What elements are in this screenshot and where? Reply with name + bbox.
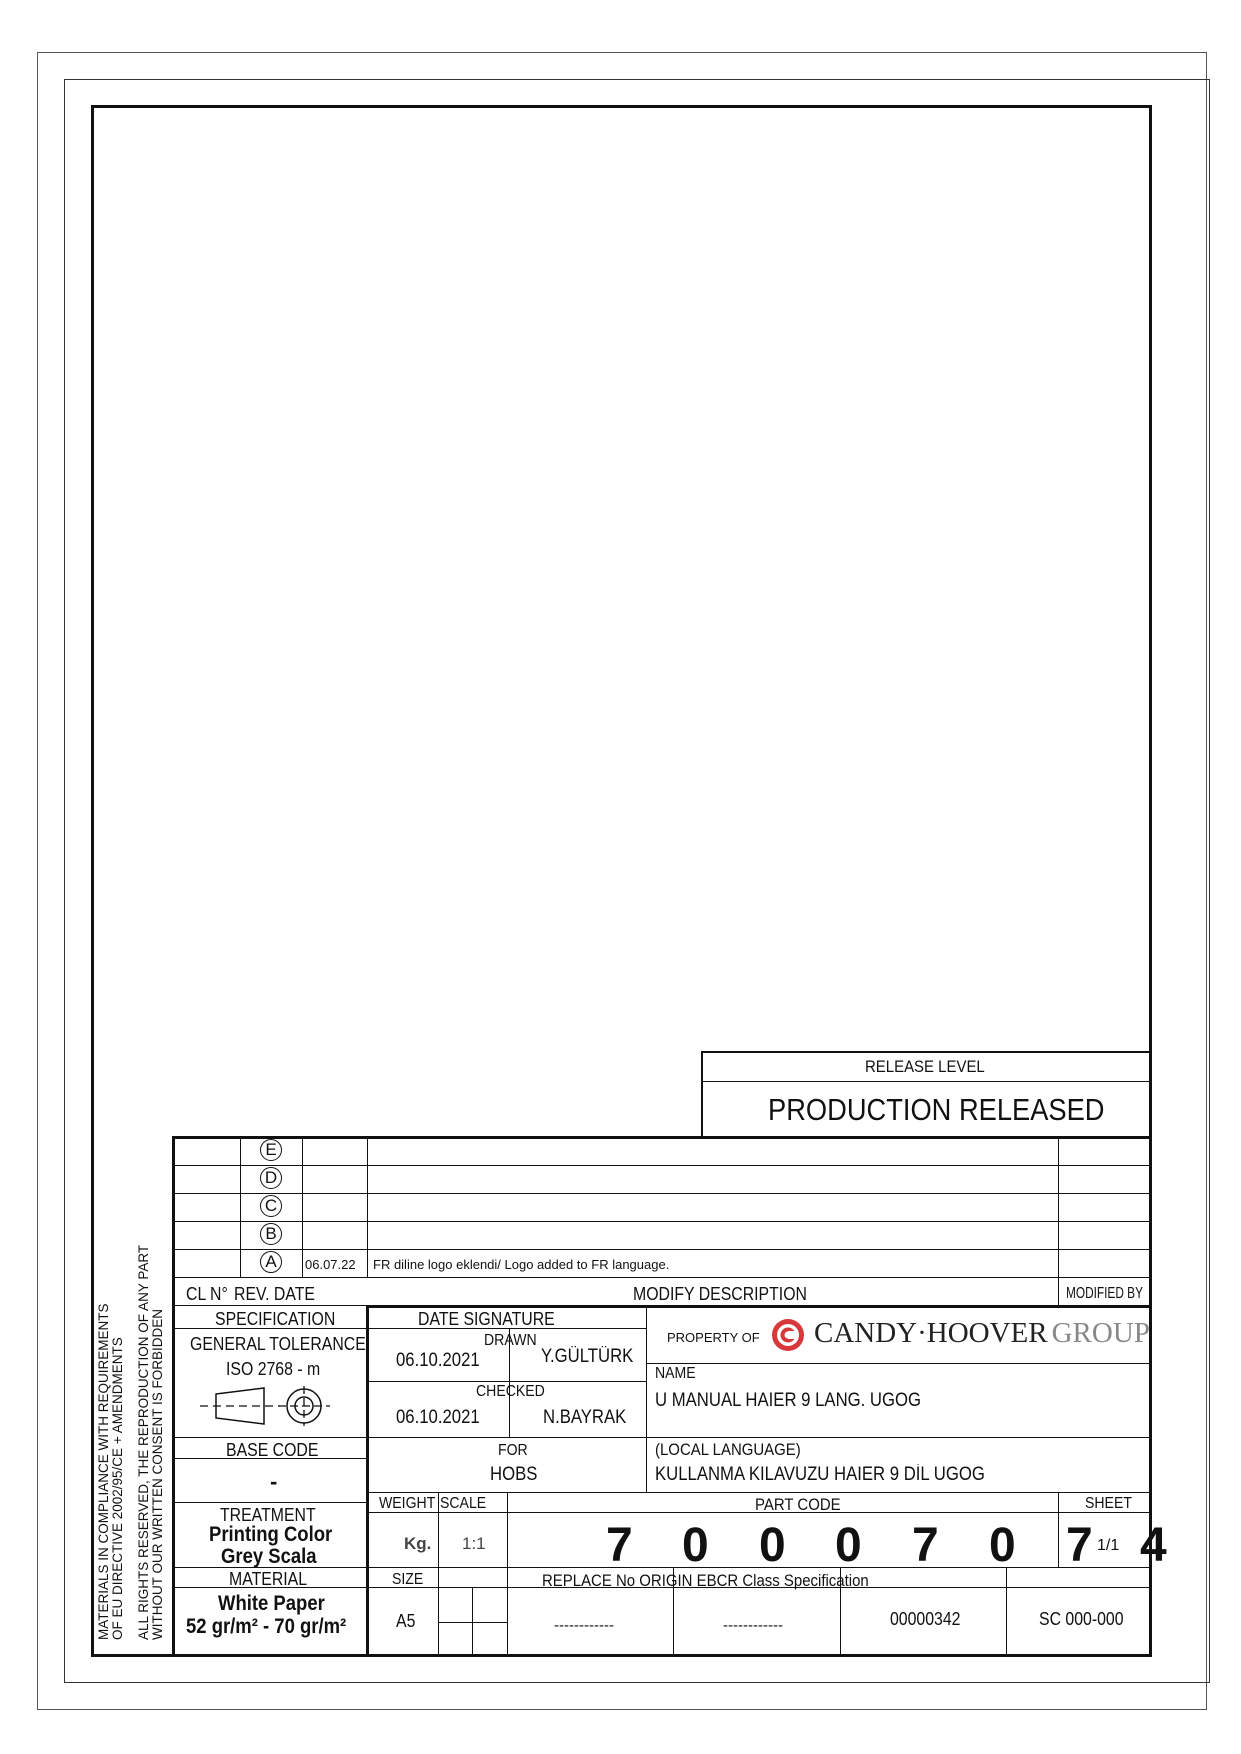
local-language-label: (LOCAL LANGUAGE) bbox=[655, 1440, 801, 1459]
release-divider bbox=[701, 1081, 1152, 1082]
revision-a-date: 06.07.22 bbox=[305, 1257, 356, 1272]
material-line1: White Paper bbox=[218, 1592, 325, 1615]
checked-date: 06.10.2021 bbox=[396, 1407, 480, 1428]
material-line2: 52 gr/m² - 70 gr/m² bbox=[186, 1615, 347, 1638]
for-value: HOBS bbox=[490, 1464, 538, 1485]
brand-main: CANDY·HOOVER bbox=[814, 1317, 1048, 1349]
part-code-digit: 7 bbox=[912, 1519, 939, 1572]
candy-hoover-logo-icon bbox=[770, 1317, 806, 1353]
revision-a-marker: A bbox=[260, 1251, 282, 1273]
size-value: A5 bbox=[396, 1611, 416, 1631]
ebcr-value: 00000342 bbox=[890, 1609, 961, 1629]
specification-title: SPECIFICATION bbox=[215, 1309, 336, 1329]
treatment-line1: Printing Color bbox=[209, 1523, 333, 1546]
checked-by: N.BAYRAK bbox=[543, 1407, 627, 1428]
revision-a-description: FR diline logo eklendi/ Logo added to FR language. bbox=[373, 1257, 670, 1272]
drawn-label: DRAWN bbox=[484, 1332, 537, 1349]
rev-date-header: REV. DATE bbox=[234, 1284, 315, 1304]
brand-name bbox=[814, 1319, 1150, 1348]
drawn-date: 06.10.2021 bbox=[396, 1350, 480, 1371]
treatment-line2: Grey Scala bbox=[221, 1545, 317, 1568]
sheet-value: 1/1 bbox=[1097, 1537, 1120, 1554]
part-code-digit: 0 bbox=[759, 1519, 786, 1572]
revision-e-marker: E bbox=[260, 1139, 282, 1161]
checked-label: CHECKED bbox=[476, 1383, 545, 1400]
revision-d-marker: D bbox=[260, 1167, 282, 1189]
class-spec-value: SC 000-000 bbox=[1039, 1609, 1124, 1629]
part-code-digit: 0 bbox=[682, 1519, 709, 1572]
release-level-value: PRODUCTION RELEASED bbox=[768, 1092, 1105, 1127]
part-code-label: PART CODE bbox=[755, 1495, 841, 1514]
modify-description-header: MODIFY DESCRIPTION bbox=[633, 1284, 807, 1304]
part-code-digit: 7 bbox=[1066, 1519, 1093, 1572]
local-name-value: KULLANMA KILAVUZU HAIER 9 DİL UGOG bbox=[655, 1464, 985, 1485]
date-signature-header: DATE SIGNATURE bbox=[418, 1309, 555, 1329]
name-label: NAME bbox=[655, 1365, 696, 1382]
part-code-digit: 7 bbox=[606, 1519, 633, 1572]
release-level-label: RELEASE LEVEL bbox=[865, 1057, 985, 1076]
compliance-note: MATERIALS IN COMPLIANCE WITH REQUIREMENTS OF EU DIRECTIVE 2002/95/CE + AMENDMENTS bbox=[96, 1303, 126, 1640]
replace-number: ------------ bbox=[554, 1617, 614, 1634]
scale-value: 1:1 bbox=[462, 1534, 486, 1553]
drawn-by: Y.GÜLTÜRK bbox=[541, 1346, 634, 1367]
base-code-value: - bbox=[270, 1469, 278, 1494]
rights-note: ALL RIGHTS RESERVED, THE REPRODUCTION OF ANY PART WITHOUT OUR WRITTEN CONSENT IS FORBIDDEN bbox=[136, 1244, 166, 1640]
name-value: U MANUAL HAIER 9 LANG. UGOG bbox=[655, 1390, 922, 1411]
treatment-label: TREATMENT bbox=[220, 1505, 316, 1525]
weight-label: WEIGHT bbox=[379, 1495, 436, 1512]
modified-by-header: MODIFIED BY bbox=[1066, 1285, 1143, 1302]
cl-no-header: CL N° bbox=[186, 1284, 228, 1304]
revision-b-marker: B bbox=[260, 1223, 282, 1245]
weight-value: Kg. bbox=[404, 1534, 432, 1553]
part-code-digit: 0 bbox=[835, 1519, 862, 1572]
size-label: SIZE bbox=[392, 1571, 424, 1588]
replace-header: REPLACE No ORIGIN EBCR Class Specification bbox=[542, 1571, 869, 1590]
revision-c-marker: C bbox=[260, 1195, 282, 1217]
projection-symbol-icon bbox=[198, 1384, 334, 1428]
scale-label: SCALE bbox=[440, 1495, 487, 1512]
for-label: FOR bbox=[498, 1442, 528, 1459]
part-code-digit: 4 bbox=[1140, 1519, 1167, 1572]
origin-value: ------------ bbox=[723, 1617, 783, 1634]
part-code-digit: 0 bbox=[989, 1519, 1016, 1572]
base-code-label: BASE CODE bbox=[226, 1440, 319, 1460]
tolerance-standard: ISO 2768 - m bbox=[226, 1359, 321, 1379]
material-label: MATERIAL bbox=[229, 1569, 308, 1589]
brand-group: GROUP bbox=[1051, 1317, 1150, 1349]
general-tolerance-label: GENERAL TOLERANCE bbox=[190, 1334, 366, 1354]
sheet-label: SHEET bbox=[1085, 1495, 1132, 1512]
property-of-label: PROPERTY OF bbox=[667, 1330, 760, 1345]
